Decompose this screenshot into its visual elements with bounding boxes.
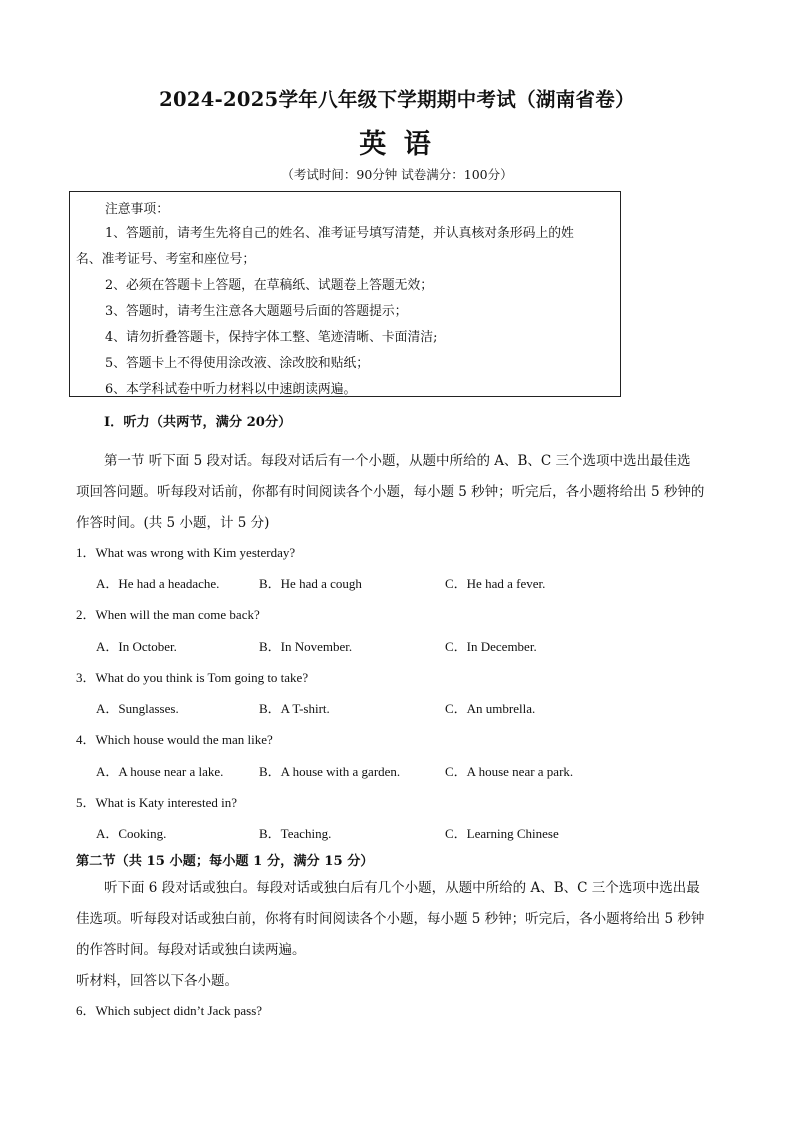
option-b: B．A house with a garden. [259, 764, 401, 779]
option-c: C．In December. [445, 639, 537, 654]
option-c: C．A house near a park. [445, 764, 574, 779]
section1-intro-line: 第一节 听下面 5 段对话。每段对话后有一个小题，从题中所给的 A、B、C 三个选项中选出最佳选 [104, 453, 691, 469]
notice-line: 6、本学科试卷中听力材料以中速朗读两遍。 [105, 382, 357, 397]
option-b: B．Teaching. [259, 826, 332, 841]
section2-intro-line: 佳选项。听每段对话或独白前，你将有时间阅读各个小题，每小题 5 秒钟；听完后，各小题将给出 5 秒钟 [76, 911, 705, 927]
question-stem: 1．What was wrong with Kim yesterday? [76, 545, 296, 560]
notice-title: 注意事项： [105, 202, 169, 217]
option-a: A．He had a headache. [96, 576, 220, 591]
question-stem: 6．Which subject didn’t Jack pass? [76, 1003, 263, 1018]
option-b: B．A T-shirt. [259, 701, 330, 716]
question-stem: 4．Which house would the man like? [76, 732, 273, 747]
listening-heading: I．听力（共两节，满分 20分） [104, 415, 292, 430]
section1-intro-line: 作答时间。(共 5 小题，计 5 分) [76, 515, 270, 531]
option-a: A．A house near a lake. [96, 764, 224, 779]
option-c: C．He had a fever. [445, 576, 546, 591]
section2-heading: 第二节（共 15 小题；每小题 1 分，满分 15 分） [76, 854, 374, 869]
section2-instruction: 听材料，回答以下各小题。 [76, 973, 238, 989]
section2-intro-line: 的作答时间。每段对话或独白读两遍。 [76, 942, 306, 958]
notice-line: 5、答题卡上不得使用涂改液、涂改胶和贴纸； [105, 356, 370, 371]
notice-line: 3、答题时，请考生注意各大题题号后面的答题提示； [105, 304, 408, 319]
question-stem: 3．What do you think is Tom going to take? [76, 670, 309, 685]
exam-time-info: （考试时间：90分钟 试卷满分：100分） [281, 167, 513, 182]
notice-line: 1、答题前，请考生先将自己的姓名、准考证号填写清楚，并认真核对条形码上的姓 [105, 226, 574, 241]
notice-box [69, 191, 621, 397]
exam-title: 2024-2025学年八年级下学期期中考试（湖南省卷） [159, 88, 635, 111]
subject-title: 英 语 [359, 129, 435, 160]
notice-line: 名、准考证号、考室和座位号； [76, 252, 256, 267]
option-c: C．An umbrella. [445, 701, 536, 716]
option-b: B．He had a cough [259, 576, 362, 591]
option-a: A．Cooking. [96, 826, 167, 841]
option-c: C．Learning Chinese [445, 826, 559, 841]
notice-line: 2、必须在答题卡上答题，在草稿纸、试题卷上答题无效； [105, 278, 434, 293]
option-a: A．Sunglasses. [96, 701, 179, 716]
section1-intro-line: 项回答问题。听每段对话前，你都有时间阅读各个小题，每小题 5 秒钟；听完后，各小题将给出 5 秒钟的 [76, 484, 705, 500]
option-b: B．In November. [259, 639, 353, 654]
notice-line: 4、请勿折叠答题卡，保持字体工整、笔迹清晰、卡面清洁; [105, 330, 438, 345]
question-stem: 5．What is Katy interested in? [76, 795, 238, 810]
option-a: A．In October. [96, 639, 177, 654]
section2-intro-line: 听下面 6 段对话或独白。每段对话或独白后有几个小题，从题中所给的 A、B、C 三个选项中选出最 [104, 880, 700, 896]
question-stem: 2．When will the man come back? [76, 607, 260, 622]
